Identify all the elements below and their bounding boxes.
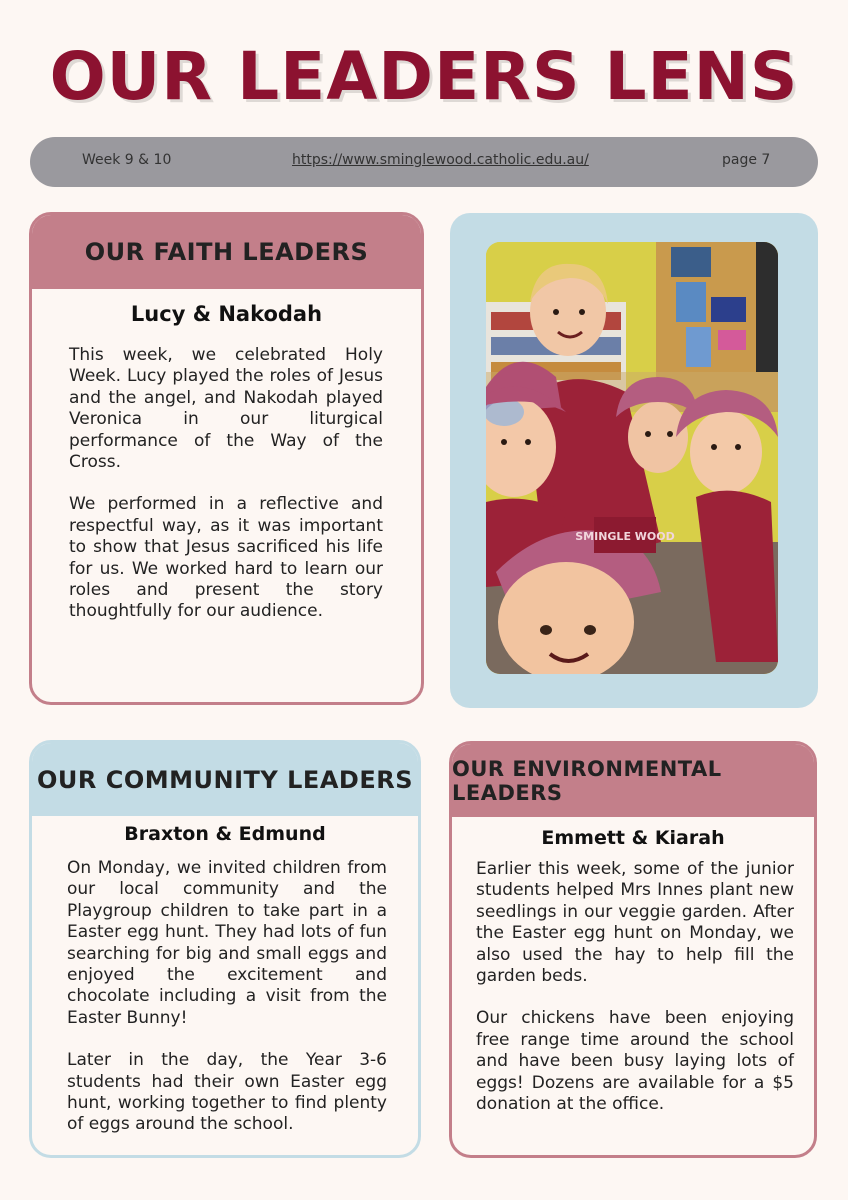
faith-leaders-card <box>29 212 424 705</box>
paragraph: This week, we celebrated Holy Week. Lucy played the roles of Jesus and the angel, and Nakodah played Veronica in our liturgical performance of the Way of the Cross. <box>69 345 383 473</box>
students-photo-illustration <box>486 242 778 674</box>
students-photo <box>486 242 778 674</box>
environmental-leaders-text <box>476 859 794 1136</box>
shirt-logo-text: SMINGLE WOOD <box>575 530 675 543</box>
faith-leaders-text <box>69 345 383 644</box>
paragraph: Our chickens have been enjoying free range time around the school and have been busy laying lots of eggs! Dozens are available for a $5 donation at the office. <box>476 1008 794 1115</box>
paragraph: On Monday, we invited children from our local community and the Playgroup children to take part in a Easter egg hunt. They had lots of fun searching for big and small eggs and enjoyed the excitement and chocolate including a visit from the Easter Bunny! <box>67 858 387 1028</box>
environmental-leaders-names: Emmett & Kiarah <box>541 827 725 849</box>
paragraph: Later in the day, the Year 3-6 students had their own Easter egg hunt, working together to find plenty of eggs around the school. <box>67 1050 387 1135</box>
community-leaders-heading: OUR COMMUNITY LEADERS <box>32 743 418 816</box>
website-link[interactable]: https://www.sminglewood.catholic.edu.au/ <box>292 152 589 168</box>
page-title: OUR LEADERS LENS <box>49 38 799 115</box>
community-leaders-text <box>67 858 387 1157</box>
environmental-leaders-card <box>449 741 817 1158</box>
paragraph: Earlier this week, some of the junior students helped Mrs Innes plant new seedlings in our veggie garden. After the Easter egg hunt on Monday, we also used the hay to help fill the garden beds. <box>476 859 794 987</box>
info-bar <box>30 137 818 187</box>
paragraph: We performed in a reflective and respectful way, as it was important to show that Jesus sacrificed his life for us. We worked hard to learn our roles and present the story thoughtfully for our audience. <box>69 494 383 622</box>
environmental-leaders-heading: OUR ENVIRONMENTAL LEADERS <box>452 744 814 817</box>
page-number: page 7 <box>722 152 771 168</box>
photo-card <box>450 213 818 708</box>
community-leaders-names: Braxton & Edmund <box>124 823 326 845</box>
week-label: Week 9 & 10 <box>82 152 172 168</box>
faith-leaders-heading: OUR FAITH LEADERS <box>32 215 421 289</box>
faith-leaders-names: Lucy & Nakodah <box>130 302 323 326</box>
community-leaders-card <box>29 740 421 1158</box>
